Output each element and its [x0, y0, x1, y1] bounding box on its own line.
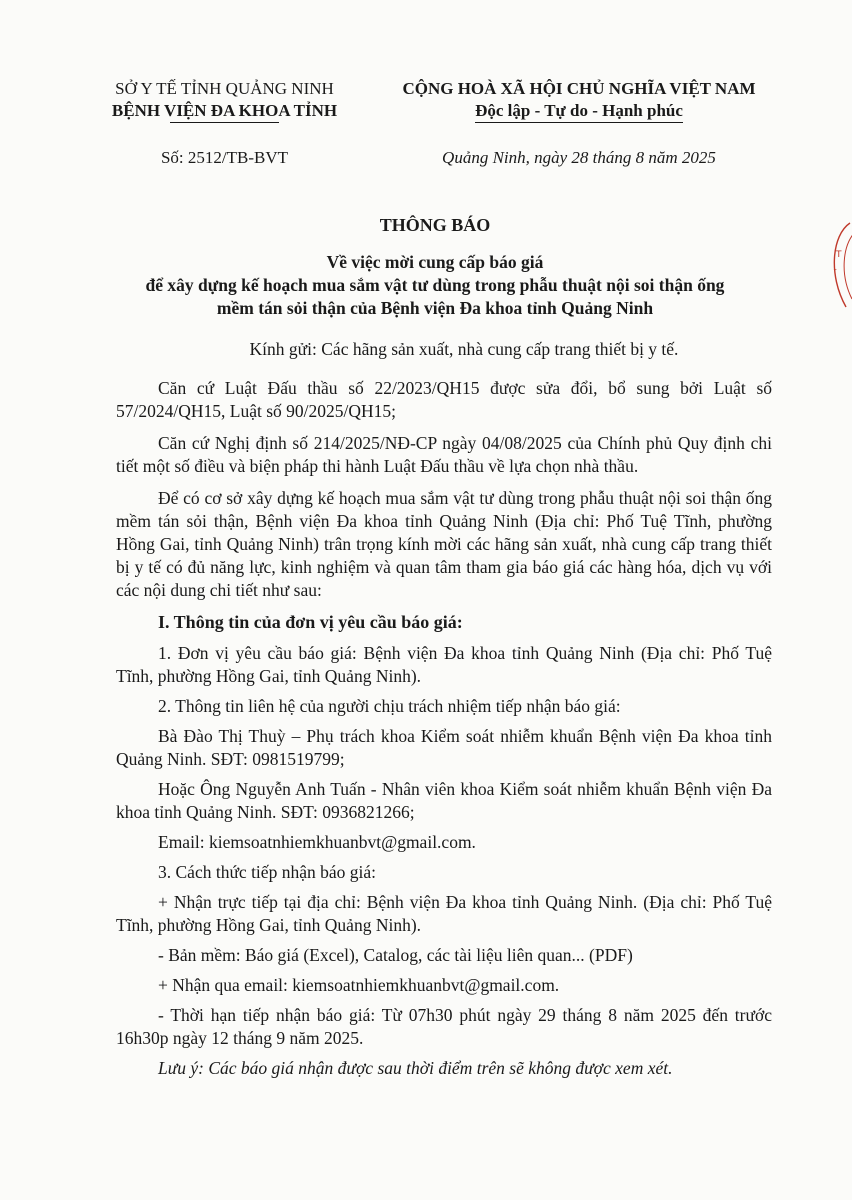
- contact-person-2: Hoặc Ông Nguyễn Anh Tuấn - Nhân viên khoa Kiểm soát nhiễm khuẩn Bệnh viện Đa khoa tỉnh Quảng Ninh. SĐT: 0936821266;: [116, 779, 772, 822]
- issuing-agency-block: [92, 78, 357, 169]
- hospital-name: BỆNH VIỆN ĐA KHOA TỈNH: [111, 101, 338, 120]
- subject-line-1: Về việc mời cung cấp báo giá: [326, 252, 544, 272]
- parent-agency: SỞ Y TẾ TỈNH QUẢNG NINH: [115, 79, 334, 98]
- document-body: [116, 338, 772, 1080]
- document-number: Số: 2512/TB-BVT: [160, 148, 289, 167]
- document-type: THÔNG BÁO: [379, 215, 491, 235]
- document-title-block: [100, 213, 770, 320]
- method-in-person: + Nhận trực tiếp tại địa chỉ: Bệnh viện Đa khoa tỉnh Quảng Ninh. (Địa chỉ: Phố Tuệ Tĩnh, phường Hồng Gai, tỉnh Quảng Ninh).: [116, 892, 772, 935]
- svg-text:ĩ: ĩ: [834, 268, 837, 277]
- section-1-heading: I. Thông tin của đơn vị yêu cầu báo giá:: [158, 612, 463, 632]
- late-submission-note: Lưu ý: Các báo giá nhận được sau thời điểm trên sẽ không được xem xét.: [158, 1058, 673, 1078]
- item-3-method-heading: 3. Cách thức tiếp nhận báo giá:: [158, 862, 376, 882]
- legal-basis-1: Căn cứ Luật Đấu thầu số 22/2023/QH15 được sửa đổi, bổ sung bởi Luật số 57/2024/QH15, Luật số 90/2025/QH15;: [116, 378, 772, 421]
- item-1-requester: 1. Đơn vị yêu cầu báo giá: Bệnh viện Đa khoa tỉnh Quảng Ninh (Địa chỉ: Phố Tuệ Tĩnh, phường Hồng Gai, tỉnh Quảng Ninh).: [116, 643, 772, 686]
- contact-email: Email: kiemsoatnhiemkhuanbvt@gmail.com.: [158, 832, 476, 852]
- legal-basis-2: Căn cứ Nghị định số 214/2025/NĐ-CP ngày 04/08/2025 của Chính phủ Quy định chi tiết một số điều và biện pháp thi hành Luật Đấu thầu về lựa chọn nhà thầu.: [116, 433, 772, 476]
- svg-text:T: T: [836, 250, 842, 260]
- place-and-date: Quảng Ninh, ngày 28 tháng 8 năm 2025: [442, 148, 716, 167]
- national-title: CỘNG HOÀ XÃ HỘI CHỦ NGHĨA VIỆT NAM: [402, 79, 756, 98]
- method-soft-copy: - Bản mềm: Báo giá (Excel), Catalog, các tài liệu liên quan... (PDF): [158, 945, 633, 965]
- red-stamp-fragment: [822, 215, 852, 315]
- national-motto: Độc lập - Tự do - Hạnh phúc: [475, 101, 683, 120]
- submission-deadline: - Thời hạn tiếp nhận báo giá: Từ 07h30 phút ngày 29 tháng 8 năm 2025 đến trước 16h30p ngày 12 tháng 9 năm 2025.: [116, 1005, 772, 1048]
- national-heading-block: [374, 78, 784, 169]
- subject-line-3: mềm tán sỏi thận của Bệnh viện Đa khoa tỉnh Quảng Ninh: [216, 298, 654, 318]
- salutation: Kính gửi: Các hãng sản xuất, nhà cung cấp trang thiết bị y tế.: [249, 339, 679, 359]
- intro-paragraph: Để có cơ sở xây dựng kế hoạch mua sắm vật tư dùng trong phẫu thuật nội soi thận ống mềm tán sỏi thận, Bệnh viện Đa khoa tỉnh Quảng Ninh (Địa chỉ: Phố Tuệ Tĩnh, phường Hồng Gai, tỉnh Quảng Ninh) trân trọng kính mời các hãng sản xuất, nhà cung cấp trang thiết bị y tế có đủ năng lực, kinh nghiệm và quan tâm tham gia báo giá các hàng hóa, dịch vụ với các nội dung chi tiết như sau:: [116, 488, 772, 600]
- method-email: + Nhận qua email: kiemsoatnhiemkhuanbvt@gmail.com.: [158, 975, 560, 995]
- contact-person-1: Bà Đào Thị Thuỳ – Phụ trách khoa Kiểm soát nhiễm khuẩn Bệnh viện Đa khoa tỉnh Quảng Ninh. SĐT: 0981519799;: [116, 726, 772, 769]
- subject-line-2: để xây dựng kế hoạch mua sắm vật tư dùng trong phẫu thuật nội soi thận ống: [145, 275, 725, 295]
- item-2-contact-heading: 2. Thông tin liên hệ của người chịu trách nhiệm tiếp nhận báo giá:: [158, 696, 621, 716]
